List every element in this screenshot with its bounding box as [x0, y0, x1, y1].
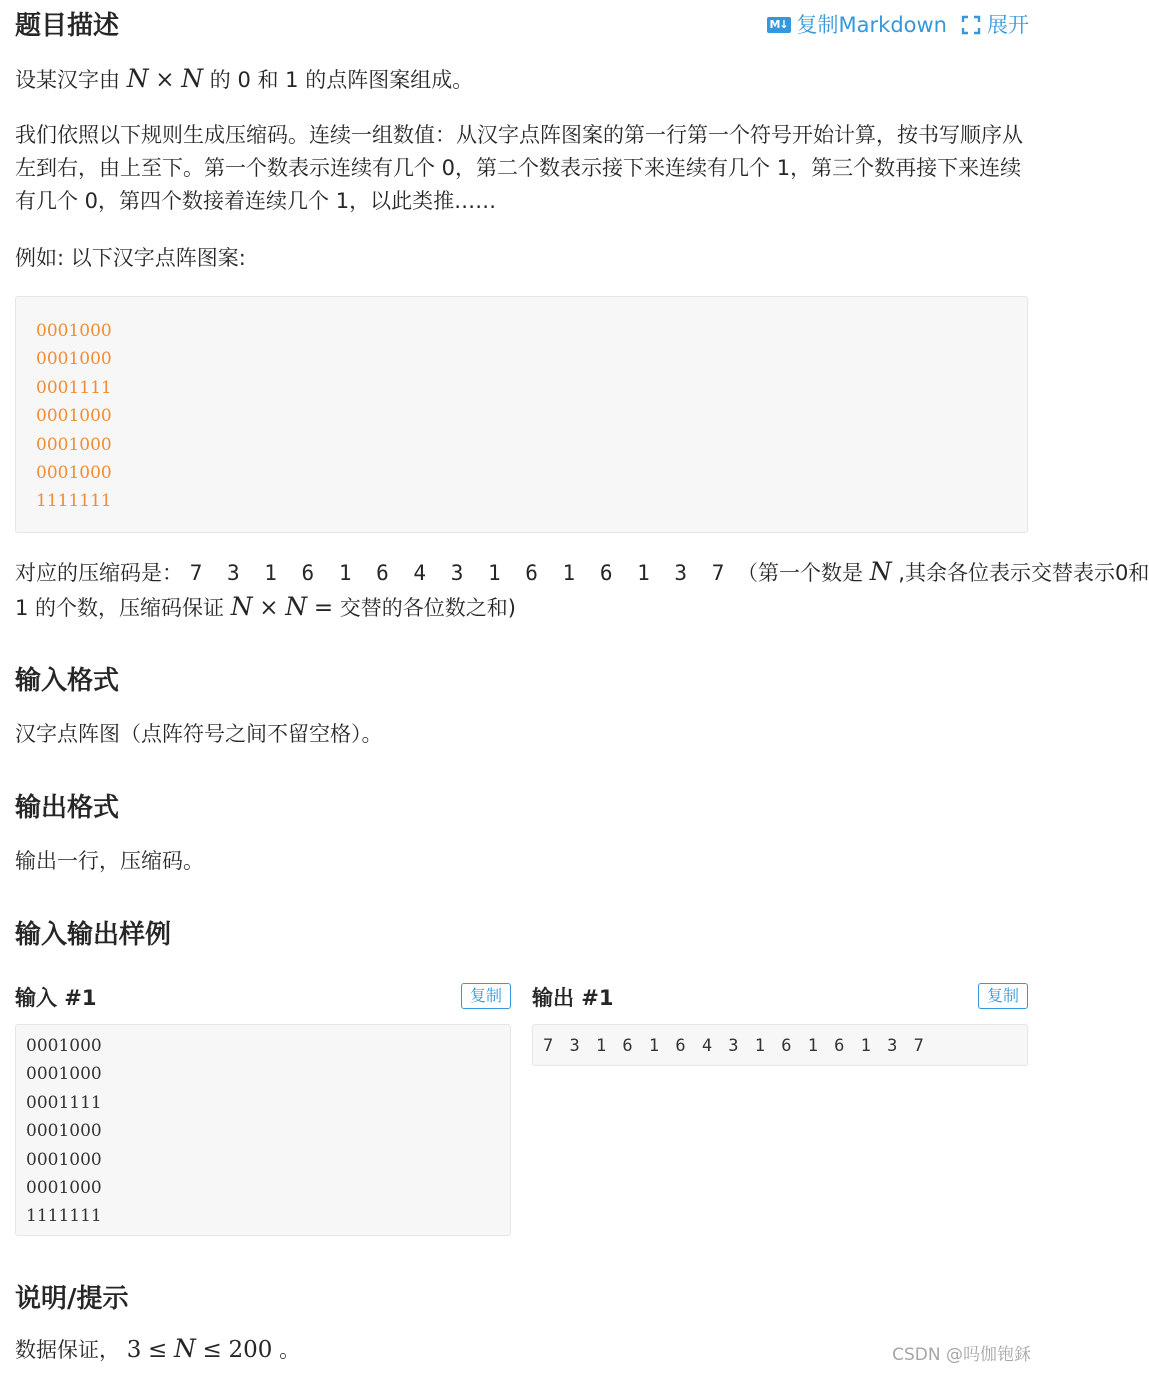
example-code-line: 0001000 [36, 434, 112, 455]
p4-prefix: 对应的压缩码是： [15, 561, 183, 585]
math-le: ≤ [202, 1337, 222, 1363]
copy-markdown-label: 复制Markdown [796, 13, 947, 37]
hint-suffix: 。 [279, 1338, 301, 1362]
sample-input-line: 0001000 [26, 1149, 102, 1170]
expand-button[interactable] [961, 8, 1029, 42]
math-n: N [173, 1334, 196, 1363]
sample-output-box [532, 1024, 1028, 1066]
sample-input-line: 0001000 [26, 1064, 102, 1085]
math-le: ≤ [148, 1337, 168, 1363]
example-code-line: 0001000 [36, 349, 112, 370]
math-times: × [259, 595, 279, 621]
math-200: 200 [228, 1337, 273, 1363]
description-paragraph-3: 例如: 以下汉字点阵图案: [15, 246, 246, 270]
watermark: CSDN @吗伽铇鉌 [892, 1345, 1031, 1365]
math-n: N [230, 592, 253, 621]
expand-label: 展开 [987, 13, 1029, 37]
sample-input-title: 输入 #1 [15, 986, 97, 1010]
copy-markdown-button[interactable] [767, 8, 947, 42]
p5-suffix: 交替的各位数之和) [339, 596, 516, 620]
math-times: × [155, 67, 175, 93]
description-paragraph-5 [15, 590, 516, 625]
example-code-line: 0001111 [36, 377, 112, 398]
sample-input-line: 0001000 [26, 1036, 102, 1056]
math-n: N [869, 557, 892, 586]
copy-output-button[interactable]: 复制 [978, 983, 1028, 1009]
hint-text [15, 1332, 300, 1367]
samples-title: 输入输出样例 [15, 920, 172, 950]
example-code-line: 0001000 [36, 406, 112, 427]
hint-prefix: 数据保证， [15, 1338, 120, 1362]
p4-mid: （第一个数是 [737, 561, 864, 585]
hint-title: 说明/提示 [15, 1284, 129, 1314]
compression-sequence: 7 3 1 6 1 6 4 3 1 6 1 6 1 3 7 [189, 561, 731, 585]
math-equals: = [313, 595, 334, 621]
markdown-icon: M↓ [767, 17, 791, 33]
p1-prefix: 设某汉字由 [15, 68, 120, 92]
p5-prefix: 1 的个数，压缩码保证 [15, 596, 225, 620]
description-paragraph-2: 我们依照以下规则生成压缩码。连续一组数值：从汉字点阵图案的第一行第一个符号开始计算，按书写顺序从左到右，由上至下。第一个数表示连续有几个 0，第二个数表示接下来连续有几个 1，第三个数再接下来连续有几个 0，第四个数接着连续几个 1，以此类推…… [15, 123, 1023, 213]
description-paragraph-4 [15, 555, 1149, 590]
sample-input-line: 0001000 [26, 1121, 102, 1142]
sample-output-text: 7 3 1 6 1 6 4 3 1 6 1 6 1 3 7 [543, 1036, 927, 1056]
page-title: 题目描述 [15, 11, 120, 41]
example-code-lines [36, 317, 1027, 516]
input-format-text: 汉字点阵图（点阵符号之间不留空格）。 [15, 722, 383, 746]
sample-input-line: 0001000 [26, 1178, 102, 1199]
expand-icon [961, 15, 981, 35]
example-code-block [15, 296, 1028, 533]
math-3: 3 [126, 1337, 142, 1363]
sample-output-title: 输出 #1 [532, 986, 614, 1010]
output-format-text: 输出一行，压缩码。 [15, 849, 204, 873]
example-code-line: 0001000 [36, 463, 112, 484]
p4-suffix: ,其余各位表示交替表示0和 [898, 561, 1149, 585]
example-code-line: 1111111 [36, 491, 112, 512]
output-format-title: 输出格式 [15, 793, 120, 823]
example-code-line: 0001000 [36, 321, 112, 341]
sample-input-line: 1111111 [26, 1206, 102, 1227]
math-n: N [126, 64, 149, 93]
description-paragraph-1 [15, 62, 473, 97]
sample-input-box [15, 1024, 511, 1236]
input-format-title: 输入格式 [15, 666, 120, 696]
p1-suffix: 的 0 和 1 的点阵图案组成。 [209, 68, 474, 92]
sample-input-line: 0001111 [26, 1092, 102, 1113]
copy-input-button[interactable]: 复制 [461, 983, 511, 1009]
math-n: N [181, 64, 204, 93]
header-actions [767, 8, 1029, 42]
math-n: N [285, 592, 308, 621]
sample-input-lines [26, 1032, 510, 1231]
